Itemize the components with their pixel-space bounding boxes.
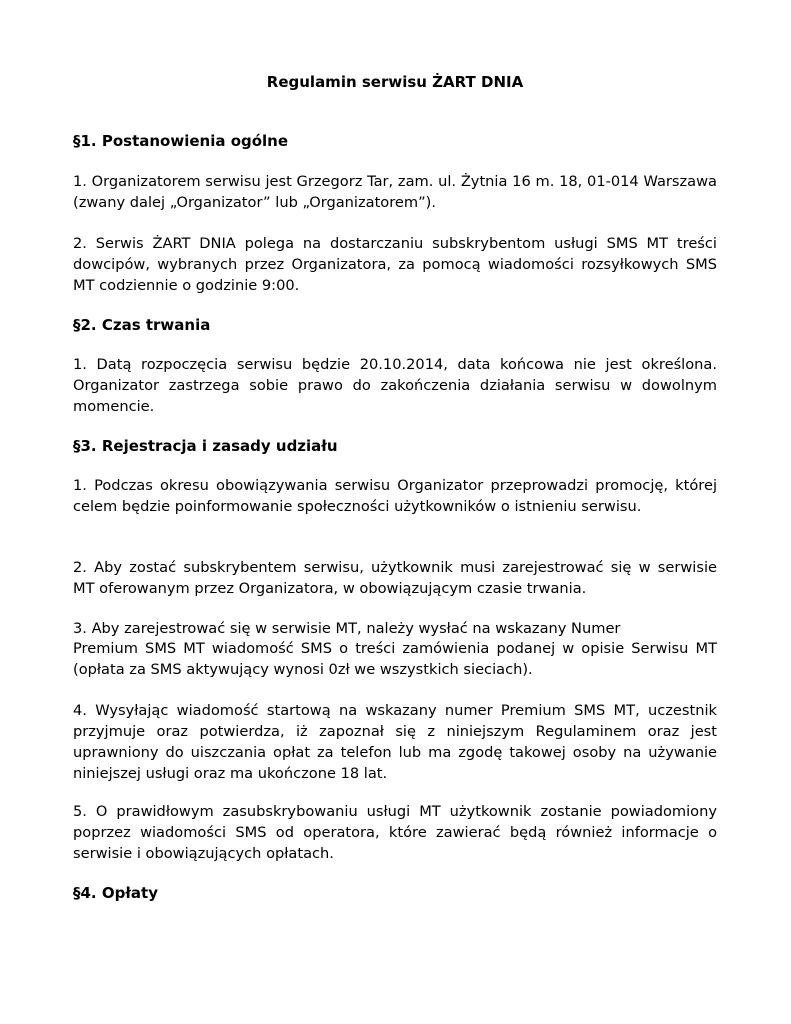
section-heading-1: §1. Postanowienia ogólne [73,132,289,150]
section-heading-4: §4. Opłaty [73,884,158,902]
paragraph-3-2: 2. Aby zostać subskrybentem serwisu, użytkownik musi zarejestrować się w serwisie MT oferowanym przez Organizatora, w obowiązującym czasie trwania. [73,559,717,597]
paragraph-1-2: 2. Serwis ŻART DNIA polega na dostarczaniu subskrybentom usługi SMS MT treści dowcipów, wybranych przez Organizatora, za pomocą wiadomości rozsyłkowych SMS MT codziennie o godzinie 9:00. [73,235,717,294]
paragraph-2-1: 1. Datą rozpoczęcia serwisu będzie 20.10.2014, data końcowa nie jest określona. Organizator zastrzega sobie prawo do zakończenia działania serwisu w dowolnym momencie. [73,356,717,415]
paragraph-3-3-line-2: Premium SMS MT wiadomość SMS o treści zamówienia podanej w opisie Serwisu MT (opłata za SMS aktywujący wynosi 0zł we wszystkich sieciach). [73,640,717,678]
paragraph-3-3-line-1: 3. Aby zarejestrować się w serwisie MT, należy wysłać na wskazany Numer [73,620,621,637]
paragraph-3-1: 1. Podczas okresu obowiązywania serwisu Organizator przeprowadzi promocję, której celem będzie poinformowanie społeczności użytkowników o istnieniu serwisu. [73,477,717,515]
paragraph-3-4: 4. Wysyłając wiadomość startową na wskazany numer Premium SMS MT, uczestnik przyjmuje oraz potwierdza, iż zapoznał się z niniejszym Regulaminem oraz jest uprawniony do uiszczania opłat za telefon lub ma zgodę takowej osoby na używanie niniejszej usługi oraz ma ukończone 18 lat. [73,702,717,782]
section-heading-2: §2. Czas trwania [73,316,211,334]
paragraph-3-5: 5. O prawidłowym zasubskrybowaniu usługi MT użytkownik zostanie powiadomiony poprzez wiadomości SMS od operatora, które zawierać będą również informacje o serwisie i obowiązujących opłatach. [73,803,717,862]
section-heading-3: §3. Rejestracja i zasady udziału [73,437,338,455]
document-title: Regulamin serwisu ŻART DNIA [266,73,524,91]
paragraph-1-1: 1. Organizatorem serwisu jest Grzegorz Tar, zam. ul. Żytnia 16 m. 18, 01-014 Warszawa (zwany dalej „Organizator” lub „Organizatorem”). [73,173,717,211]
